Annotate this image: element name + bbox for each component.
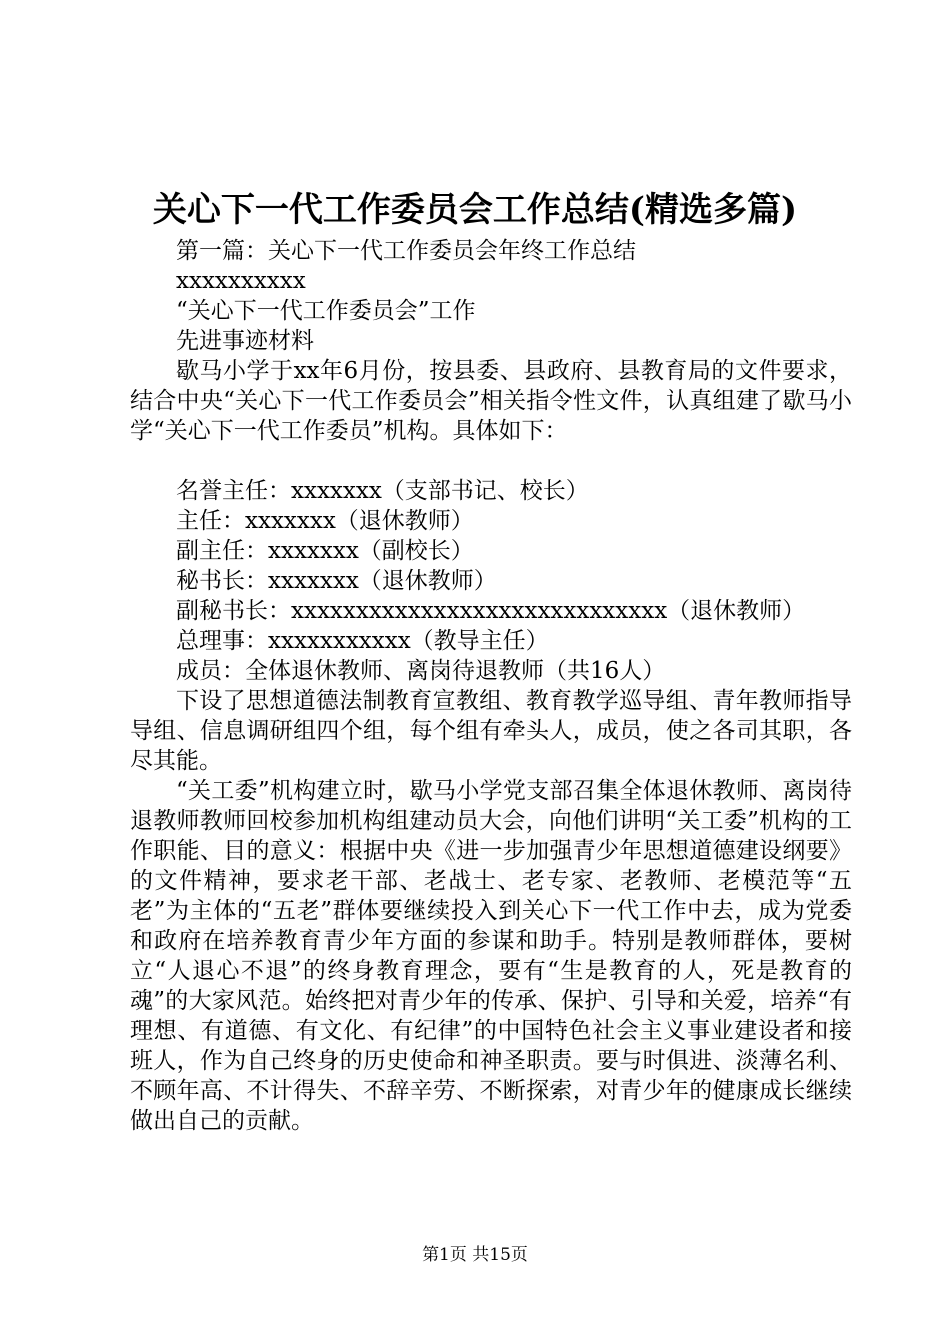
roster-line: 秘书长：xxxxxxx（退休教师） <box>176 568 497 594</box>
heading-line: 先进事迹材料 <box>176 328 314 354</box>
subtitle-line: 第一篇：关心下一代工作委员会年终工作总结 <box>176 238 636 264</box>
roster-line: 副秘书长：xxxxxxxxxxxxxxxxxxxxxxxxxxxxx（退休教师） <box>176 598 806 624</box>
roster-line: 成员：全体退休教师、离岗待退教师（共16人） <box>176 658 666 684</box>
document-body <box>130 236 852 1136</box>
body-paragraph: “关工委”机构建立时，歇马小学党支部召集全体退休教师、离岗待退教师教师回校参加机构组建动员大会，向他们讲明“关工委”机构的工作职能、目的意义：根据中央《进一步加强青少年思想道德建设纲要》的文件精神，要求老干部、老战士、老专家、老教师、老模范等“五老”为主体的“五老”群体要继续投入到关心下一代工作中去，成为党委和政府在培养教育青少年方面的参谋和助手。特别是教师群体，要树立“人退心不退”的终身教育理念，要有“生是教育的人，死是教育的魂”的大家风范。始终把对青少年的传承、保护、引导和关爱，培养“有理想、有道德、有文化、有纪律”的中国特色社会主义事业建设者和接班人，作为自己终身的历史使命和神圣职责。要与时俱进、淡薄名利、不顾年高、不计得失、不辞辛劳、不断探索，对青少年的健康成长继续做出自己的贡献。 <box>130 778 852 1134</box>
heading-line: “关心下一代工作委员会”工作 <box>176 298 476 324</box>
author-line: xxxxxxxxxx <box>176 268 306 294</box>
roster-line: 名誉主任：xxxxxxx（支部书记、校长） <box>176 478 589 504</box>
roster-line: 副主任：xxxxxxx（副校长） <box>176 538 474 564</box>
document-title: 关心下一代工作委员会工作总结(精选多篇) <box>152 190 798 230</box>
roster-line: 主任：xxxxxxx（退休教师） <box>176 508 474 534</box>
page-number: 第1页 共15页 <box>422 1245 528 1265</box>
body-paragraph: 下设了思想道德法制教育宣教组、教育教学巡导组、青年教师指导导组、信息调研组四个组，每个组有牵头人，成员，使之各司其职，各尽其能。 <box>130 688 852 774</box>
roster-line: 总理事：xxxxxxxxxxx（教导主任） <box>176 628 549 654</box>
body-paragraph: 歇马小学于xx年6月份，按县委、县政府、县教育局的文件要求，结合中央“关心下一代工作委员会”相关指令性文件，认真组建了歇马小学“关心下一代工作委员”机构。具体如下： <box>130 358 852 444</box>
